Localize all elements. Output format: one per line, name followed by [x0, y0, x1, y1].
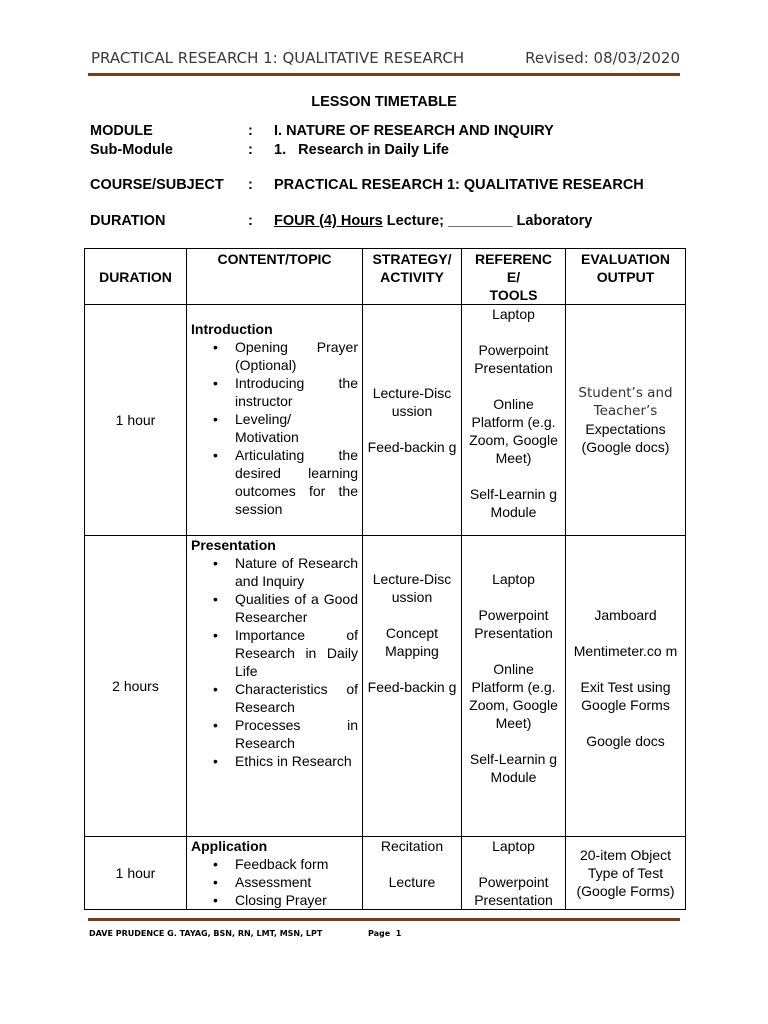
- list-item: • Leveling/ Motivation: [235, 410, 358, 446]
- row-content: [187, 536, 363, 837]
- meta-module-value: I. NATURE OF RESEARCH AND INQUIRY: [274, 123, 554, 139]
- footer-author: DAVE PRUDENCE G. TAYAG, BSN, RN, LMT, MSN, LPT: [89, 929, 323, 938]
- table-header-row: [85, 249, 686, 305]
- list-item: • Feedback form: [235, 855, 358, 873]
- col-header-evaluation: EVALUATION OUTPUT: [566, 249, 686, 305]
- header-revised-date: Revised: 08/03/2020: [525, 49, 680, 67]
- row-content: [187, 837, 363, 910]
- row-evaluation: Jamboard Mentimeter.co m Exit Test using Google Forms Google docs: [566, 536, 686, 837]
- section-title: Introduction: [191, 321, 273, 337]
- row-reference: Laptop Powerpoint Presentation Online Platform (e.g. Zoom, Google Meet) Self-Learnin g Module: [462, 536, 566, 837]
- meta-duration-value: FOUR (4) Hours Lecture; ________ Laboratory: [274, 213, 593, 229]
- meta-duration-label: DURATION: [90, 213, 166, 229]
- footer-page-number: Page 1: [368, 929, 402, 938]
- page-header: [88, 46, 680, 72]
- list-item: • Characteristics of Research: [235, 680, 358, 716]
- table-row: [85, 837, 686, 910]
- list-item: • Introducing the instructor: [235, 374, 358, 410]
- table-row: [85, 305, 686, 536]
- row-duration: 1 hour: [85, 837, 187, 910]
- row-strategy: Lecture-Disc ussion Feed-backin g: [363, 305, 462, 536]
- row-evaluation: Student’s and Teacher’s Expectations (Google docs): [566, 305, 686, 536]
- col-header-content: CONTENT/TOPIC: [187, 249, 363, 305]
- row-content: [187, 305, 363, 536]
- header-divider: [88, 73, 680, 76]
- list-item: • Nature of Research and Inquiry: [235, 554, 358, 590]
- table-row: [85, 536, 686, 837]
- meta-submodule-label: Sub-Module: [90, 142, 173, 158]
- row-duration: 2 hours: [85, 536, 187, 837]
- lesson-timetable: [84, 248, 686, 910]
- row-strategy: Lecture-Disc ussion Concept Mapping Feed-backin g: [363, 536, 462, 837]
- col-header-reference: REFERENC E/ TOOLS: [462, 249, 566, 305]
- page-footer: [89, 929, 489, 943]
- list-item: • Closing Prayer: [235, 891, 358, 909]
- meta-module-label: MODULE: [90, 123, 153, 139]
- list-item: • Assessment: [235, 873, 358, 891]
- row-strategy: Recitation Lecture: [363, 837, 462, 910]
- row-duration: 1 hour: [85, 305, 187, 536]
- section-title: Application: [191, 838, 268, 854]
- header-course-title: PRACTICAL RESEARCH 1: QUALITATIVE RESEARCH: [91, 49, 465, 67]
- list-item: • Processes in Research: [235, 716, 358, 752]
- topic-list: [191, 855, 358, 909]
- col-header-duration: DURATION: [85, 249, 187, 305]
- list-item: • Articulating the desired learning outcomes for the session: [235, 446, 358, 518]
- topic-list: [191, 338, 358, 518]
- meta-submodule-value: 1. Research in Daily Life: [274, 142, 449, 158]
- footer-divider: [88, 918, 680, 921]
- row-reference: Laptop Powerpoint Presentation Online Platform (e.g. Zoom, Google Meet) Self-Learnin g Module: [462, 305, 566, 536]
- meta-course-label: COURSE/SUBJECT: [90, 177, 224, 193]
- document-title: LESSON TIMETABLE: [311, 94, 457, 110]
- col-header-strategy: STRATEGY/ ACTIVITY: [363, 249, 462, 305]
- row-reference: Laptop Powerpoint Presentation: [462, 837, 566, 910]
- list-item: • Ethics in Research: [235, 752, 358, 770]
- list-item: • Opening Prayer (Optional): [235, 338, 358, 374]
- list-item: • Qualities of a Good Researcher: [235, 590, 358, 626]
- meta-course-value: PRACTICAL RESEARCH 1: QUALITATIVE RESEARCH: [274, 177, 644, 193]
- section-title: Presentation: [191, 537, 276, 553]
- row-evaluation: 20-item Object Type of Test (Google Forms): [566, 837, 686, 910]
- topic-list: [191, 554, 358, 770]
- list-item: • Importance of Research in Daily Life: [235, 626, 358, 680]
